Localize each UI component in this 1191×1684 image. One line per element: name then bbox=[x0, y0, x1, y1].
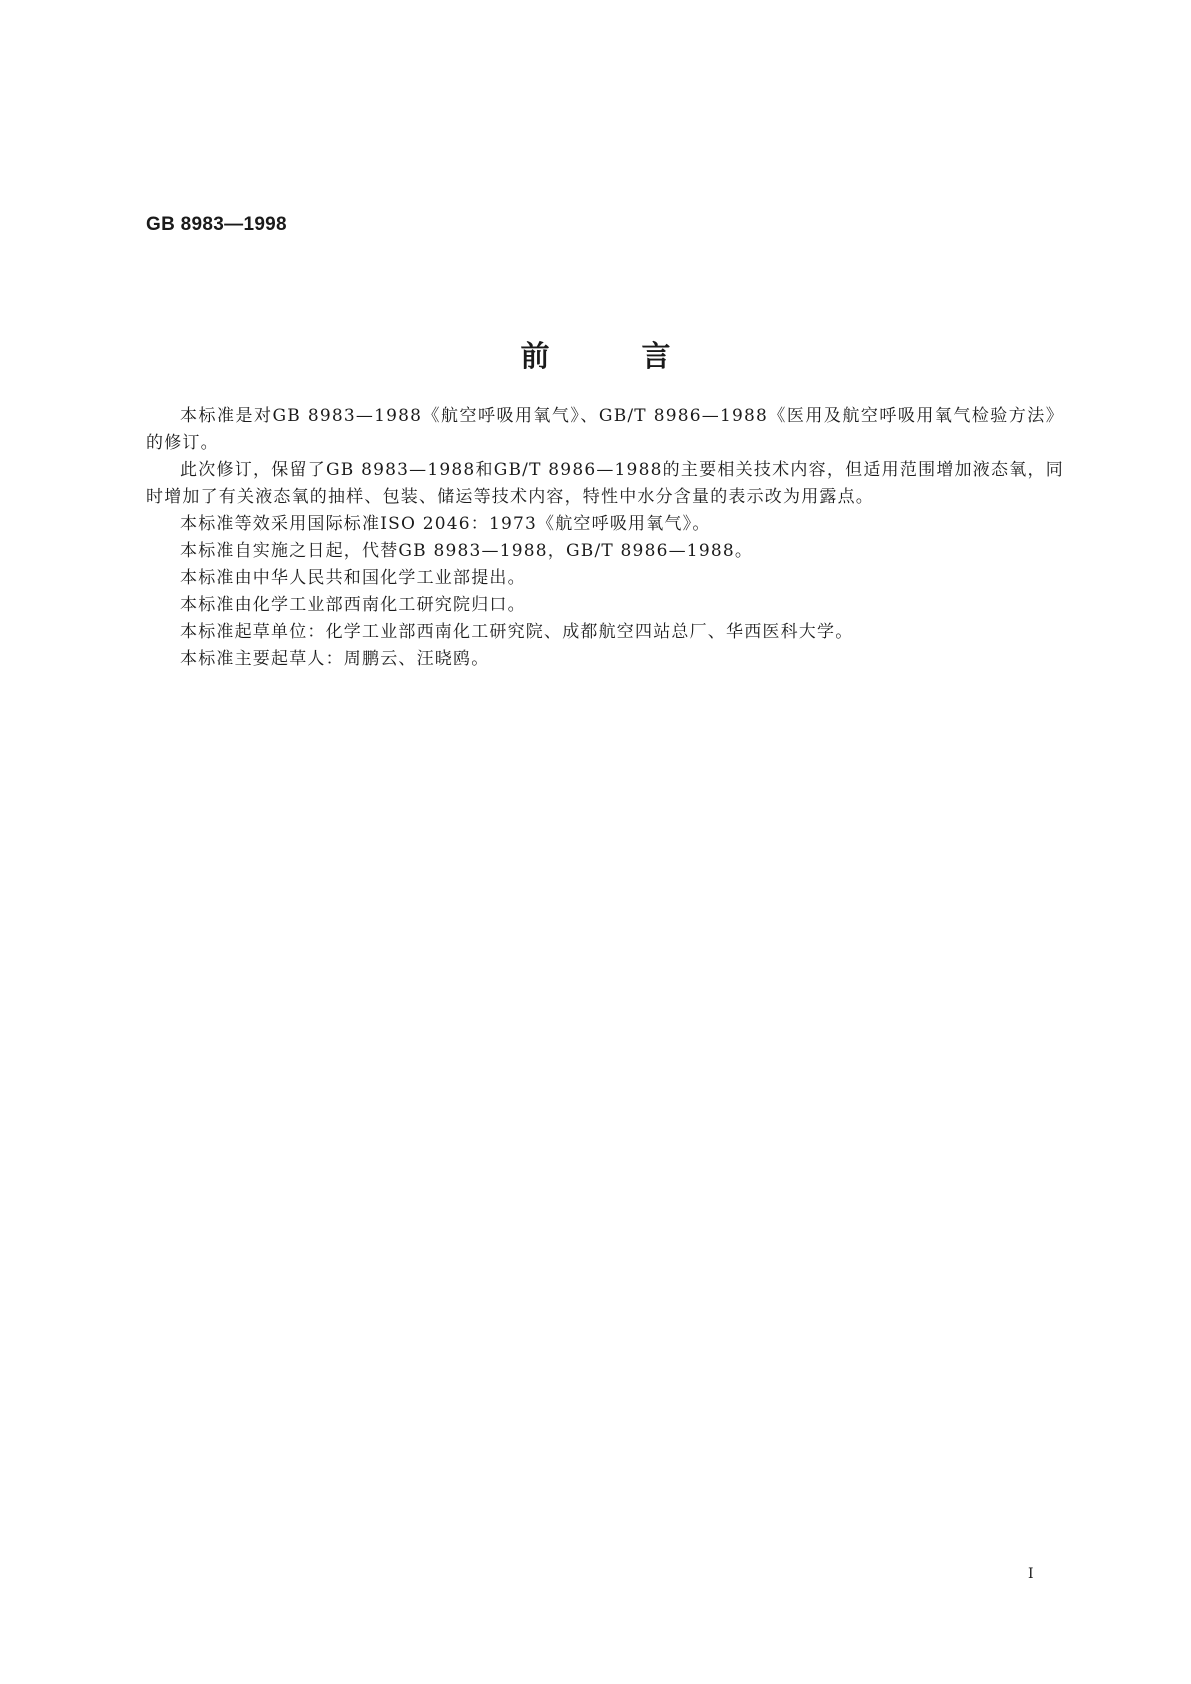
section-title bbox=[0, 334, 1191, 375]
page-number: I bbox=[1028, 1566, 1034, 1582]
paragraph-centralized-by: 本标准由化学工业部西南化工研究院归口。 bbox=[180, 595, 526, 615]
paragraph-revision-basis: 本标准是对GB 8983—1988《航空呼吸用氧气》、GB/T 8986—1988《医用及航空呼吸用氧气检验方法》的修订。 bbox=[146, 406, 1064, 453]
section-title-char-1: 前 bbox=[520, 339, 550, 373]
paragraph-drafting-units: 本标准起草单位：化学工业部西南化工研究院、成都航空四站总厂、华西医科大学。 bbox=[180, 622, 854, 642]
foreword-body bbox=[146, 403, 1064, 673]
section-title-char-2: 言 bbox=[641, 339, 671, 373]
paragraph-equivalent-standard: 本标准等效采用国际标准ISO 2046：1973《航空呼吸用氧气》。 bbox=[180, 514, 711, 534]
paragraph-replacement: 本标准自实施之日起，代替GB 8983—1988，GB/T 8986—1988。 bbox=[180, 541, 754, 561]
paragraph-proposed-by: 本标准由中华人民共和国化学工业部提出。 bbox=[180, 568, 526, 588]
standard-number: GB 8983—1998 bbox=[146, 214, 287, 235]
paragraph-revision-scope: 此次修订，保留了GB 8983—1988和GB/T 8986—1988的主要相关技术内容，但适用范围增加液态氧，同时增加了有关液态氧的抽样、包装、储运等技术内容，特性中水分含量的表示改为用露点。 bbox=[146, 460, 1064, 507]
paragraph-drafters: 本标准主要起草人：周鹏云、汪晓鸥。 bbox=[180, 649, 490, 669]
